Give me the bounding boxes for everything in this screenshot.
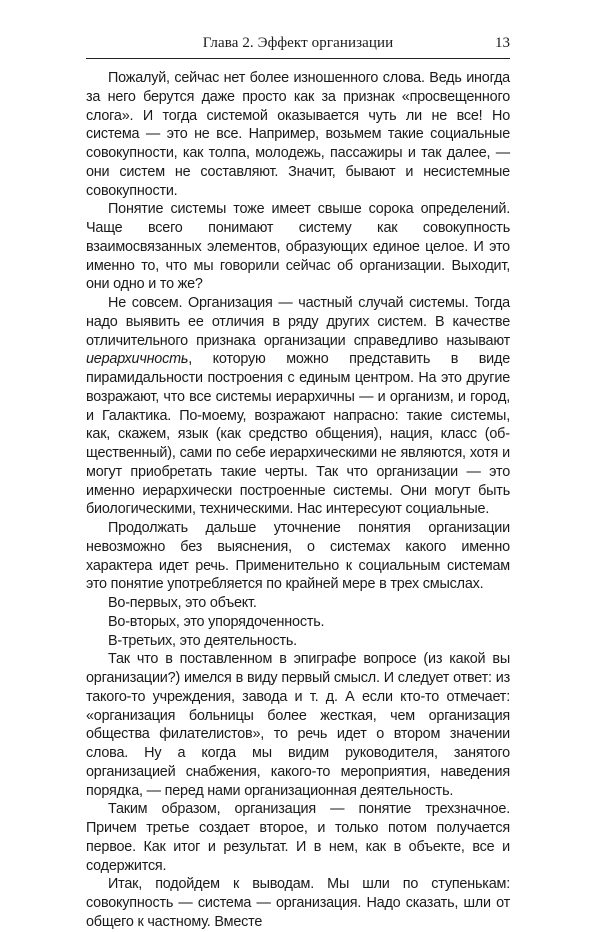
- list-item-third: В-третьих, это деятельность.: [108, 632, 297, 649]
- paragraph: Таким образом, организация — понятие трехзначное. Причем третье создает второе, и только потом получается первое. Как итог и результат. И в нем, как в объекте, все и содержится.: [86, 801, 510, 874]
- page-number: 13: [495, 35, 510, 51]
- chapter-title: Глава 2. Эффект организации: [202, 35, 394, 51]
- paragraph: Так что в поставленном в эпиграфе вопросе (из какой вы организации?) имелся в виду первый смысл. И следует ответ: из такого-то учреждения, завода и т. д. А если кто-то отмечает: «организация больницы более жесткая, чем организация общества филателистов», то речь идет о втором значении слова. Ну а когда мы видим руководителя, занятого организацией снабжения, какого-то мероприятия, наведения порядка, — перед нами организационная деятельность.: [86, 651, 510, 799]
- paragraph: Итак, подойдем к выводам. Мы шли по ступенькам: совокупность — система — организация. Надо сказать, шли от общего к частному. Вместе: [86, 876, 510, 930]
- emphasized-term: иерархичность: [86, 351, 189, 368]
- list-item-second: Во-вторых, это упорядоченность.: [108, 613, 325, 630]
- paragraph-text: Не совсем. Организация — частный случай системы. Тогда надо выявить ее отличия в ряду других систем. В качестве отличительного признака организации справедливо называют: [86, 295, 510, 349]
- list-item-first: Во-первых, это объект.: [108, 595, 257, 611]
- paragraph: Понятие системы тоже имеет свыше сорока определений. Чаще всего понимают систему как совокупность взаимосвязанных элементов, образующих единое целое. И это именно то, что мы говорили сейчас об организации. Выходит, они одно и то же?: [86, 201, 510, 293]
- paragraph: [86, 294, 510, 519]
- paragraph: Продолжать дальше уточнение понятия организации невозможно без выяснения, о системах какого именно характера идет речь. Применительно к социальным системам это понятие употребляется по крайней мере в трех смыслах.: [86, 520, 510, 593]
- paragraph-text: , которую можно представить в виде пирамидальности построения с единым центром. На это другие возражают, что все системы иерархичны — и организм, и город, и Галактика. По-моему, возражают напрасно: такие системы, как, скажем, язык (как средство общения), нация, класс (общественный), сами по себе иерархическими не являются, хотя и могут приобретать такие черты. Так что организации — это именно иерархически построенные системы. Они могут быть биологическими, техническими. Нас интересуют социальные.: [86, 351, 510, 518]
- running-header: [86, 34, 510, 56]
- header-divider: [86, 58, 510, 59]
- paragraph: Пожалуй, сейчас нет более изношенного слова. Ведь иногда за него берутся даже просто как за признак «просвещенного слога». И тогда системой оказывается чуть ли не все! Но система — это не все. Например, возьмем такие социальные совокупности, как толпа, молодежь, пассажиры и так далее, — они систем не составляют. Значит, бывают и несистемные совокупности.: [86, 70, 510, 199]
- body-text: [86, 69, 510, 932]
